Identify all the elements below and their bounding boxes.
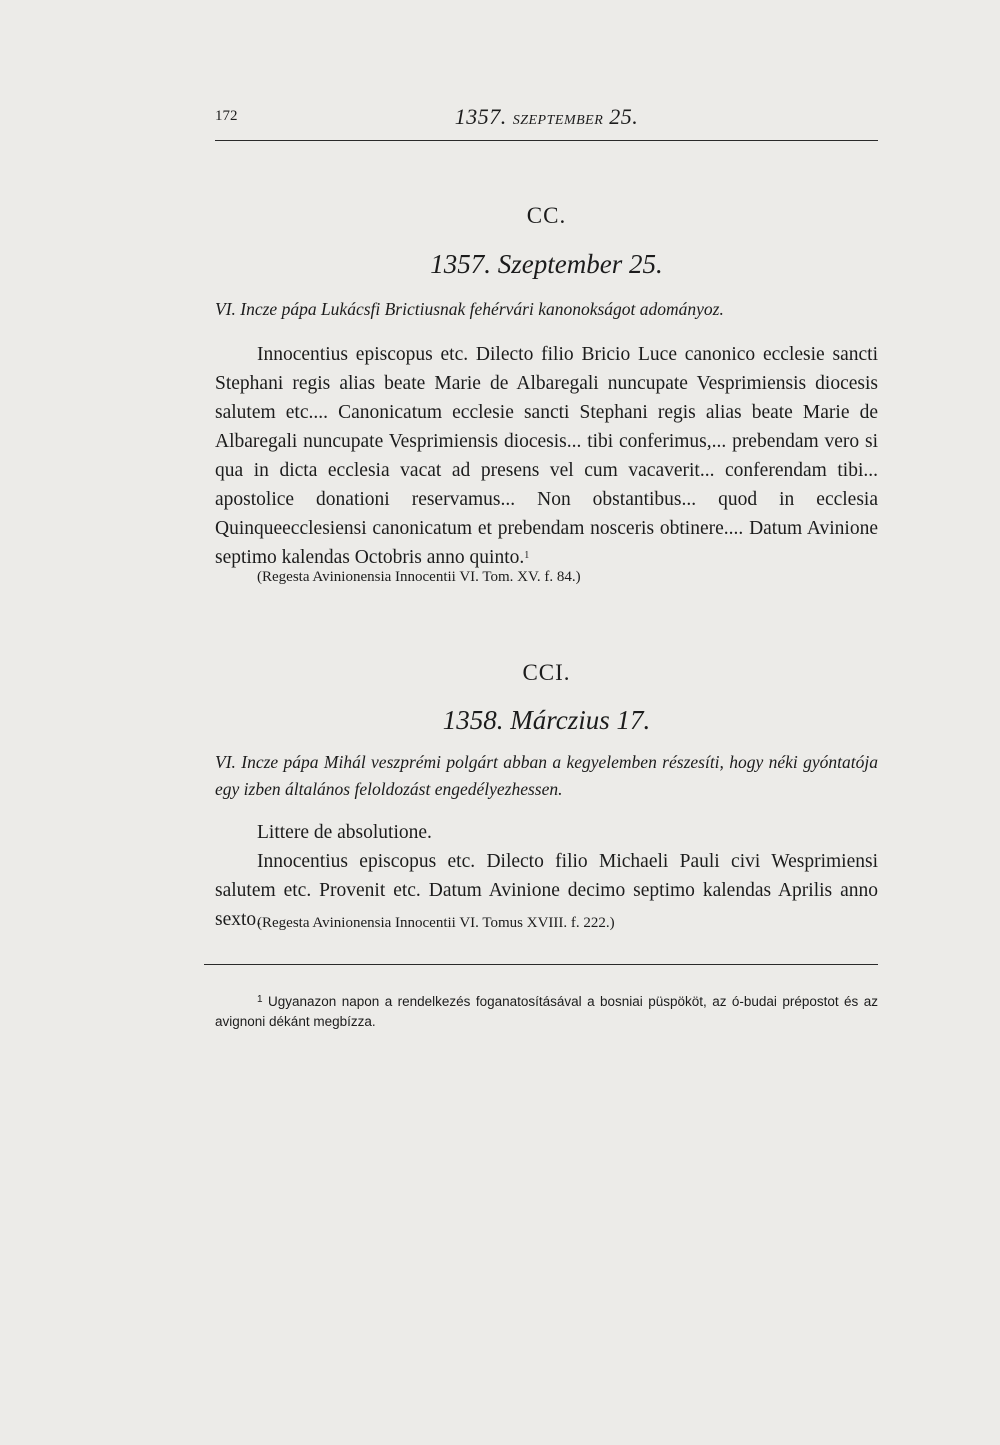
doc-body-text-cci: Innocentius episcopus etc. Dilecto filio Michaeli Pauli civi Wesprimiensi salutem etc. Provenit etc. Datum Avinione decimo septimo kalendas Aprilis anno sexto. bbox=[215, 851, 878, 930]
doc-regest-cc: VI. Incze pápa Lukácsfi Brictiusnak fehérvári kanonokságot adományoz. bbox=[215, 299, 724, 319]
footnote-text: Ugyanazon napon a rendelkezés foganatosításával a bosniai püspököt, az ó-budai prépostot és az avignoni dékánt megbízza. bbox=[215, 994, 878, 1029]
running-head-month: SZEPTEMBER bbox=[512, 113, 604, 128]
footnote-divider bbox=[204, 964, 878, 965]
footnote-ref: 1 bbox=[524, 550, 530, 561]
doc-number-cc: CC. bbox=[526, 203, 567, 228]
doc-date-cci: 1358. Márczius 17. bbox=[442, 705, 651, 735]
doc-regest-cci: VI. Incze pápa Mihál veszprémi polgárt abban a kegyelemben részesíti, hogy néki gyóntatója egy izben általános feloldozást engedélyezhessen. bbox=[215, 752, 878, 799]
footnote-mark: 1 bbox=[257, 994, 263, 1005]
footnote bbox=[215, 992, 878, 1032]
doc-date-cc: 1357. Szeptember 25. bbox=[430, 249, 663, 279]
doc-body-cc bbox=[215, 340, 878, 572]
running-head-day: 25. bbox=[609, 104, 639, 129]
doc-number-cci: CCI. bbox=[522, 660, 571, 685]
doc-body-title-cci: Littere de absolutione. bbox=[257, 822, 432, 843]
running-head-year: 1357. bbox=[454, 104, 507, 129]
doc-body-text-cc: Innocentius episcopus etc. Dilecto filio Bricio Luce canonico ecclesie sancti Stephani regis alias beate Marie de Albaregali nuncupate Vesprimiensis diocesis salutem etc.... Canonicatum ecclesie sancti Stephani regis alias beate Marie de Albaregali nuncupate Vesprimiensis diocesis... tibi conferimus,... prebendam vero si qua in dicta ecclesia vacat ad presens vel cum vacaverit... conferendam tibi... apostolice donationi reservamus... Non obstantibus... quod in ecclesia Quinqueecclesiensi canonicatum et prebendam nosceris obtinere.... Datum Avinione septimo kalendas Octobris anno quinto. bbox=[215, 344, 878, 568]
running-head bbox=[215, 104, 878, 130]
doc-source-cci: (Regesta Avinionensia Innocentii VI. Tomus XVIII. f. 222.) bbox=[257, 915, 615, 931]
doc-source-cc: (Regesta Avinionensia Innocentii VI. Tom. XV. f. 84.) bbox=[257, 569, 581, 585]
page-header bbox=[215, 104, 878, 141]
page-number: 172 bbox=[215, 108, 238, 124]
